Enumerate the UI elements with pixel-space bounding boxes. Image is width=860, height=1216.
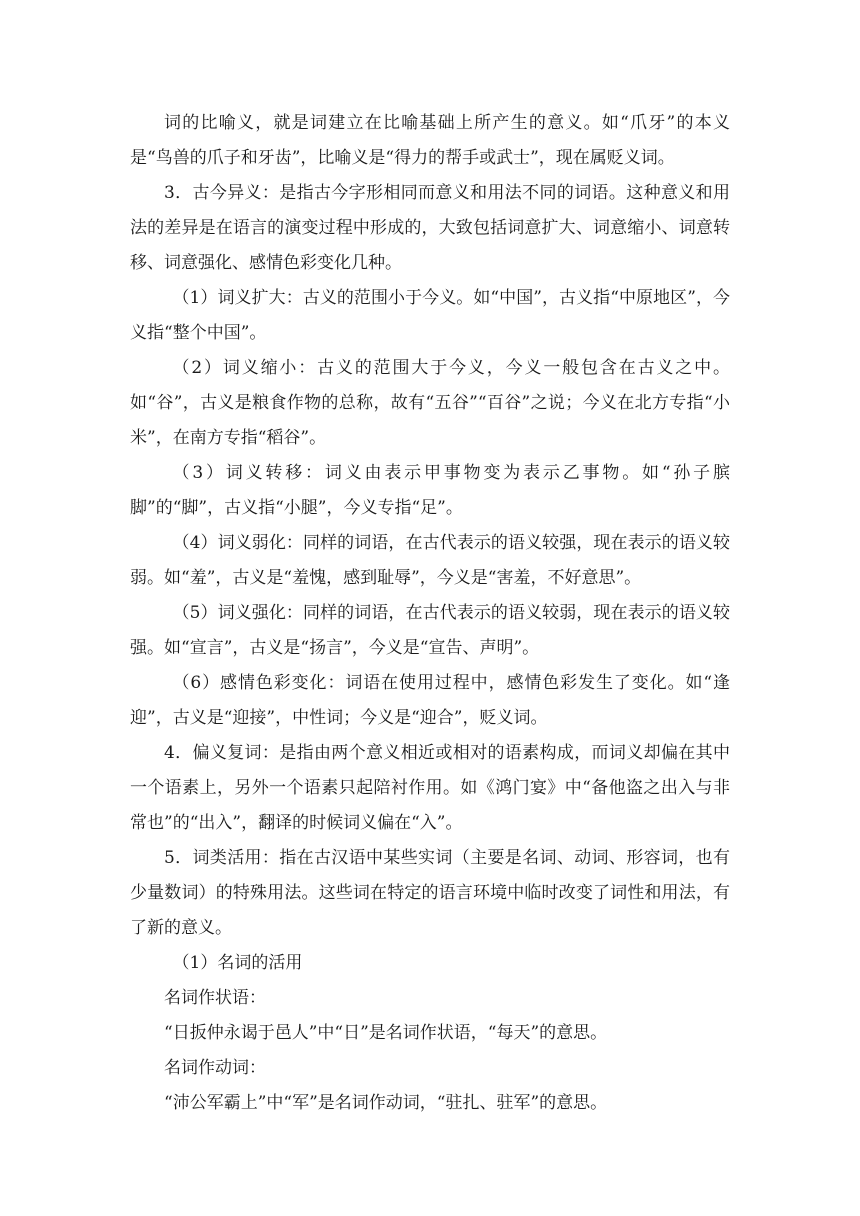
paragraph-meaning-weakening: （4）词义弱化：同样的词语，在古代表示的语义较强，现在表示的语义较弱。如“羞”，古义是“羞愧，感到耻辱”，今义是“害羞，不好意思”。 xyxy=(130,533,730,588)
paragraph-ancient-modern-difference: 3．古今异义：是指古今字形相同而意义和用法不同的词语。这种意义和用法的差异是在语言的演变过程中形成的，大致包括词意扩大、词意缩小、词意转移、词意强化、感情色彩变化几种。 xyxy=(130,183,730,273)
paragraph-emotional-color-change: （6）感情色彩变化：词语在使用过程中，感情色彩发生了变化。如“逢迎”，古义是“迎接”，中性词；今义是“迎合”，贬义词。 xyxy=(130,673,730,728)
paragraph-metaphor-meaning: 词的比喻义，就是词建立在比喻基础上所产生的意义。如“爪牙”的本义是“鸟兽的爪子和牙齿”，比喻义是“得力的帮手或武士”，现在属贬义词。 xyxy=(130,113,730,168)
paragraph-meaning-narrowing: （2）词义缩小：古义的范围大于今义，今义一般包含在古义之中。如“谷”，古义是粮食作物的总称，故有“五谷”“百谷”之说；今义在北方专指“小米”，在南方专指“稻谷”。 xyxy=(130,358,730,448)
paragraph-noun-as-adverbial-label: 名词作状语： xyxy=(164,988,266,1008)
paragraph-word-class-conversion: 5．词类活用：指在古汉语中某些实词（主要是名词、动词、形容词，也有少量数词）的特殊用法。这些词在特定的语言环境中临时改变了词性和用法，有了新的意义。 xyxy=(130,848,730,938)
paragraph-noun-as-verb-example: “沛公军霸上”中“军”是名词作动词，“驻扎、驻军”的意思。 xyxy=(164,1093,608,1113)
paragraph-partial-compound-word: 4．偏义复词：是指由两个意义相近或相对的语素构成，而词义却偏在其中一个语素上，另外一个语素只起陪衬作用。如《鸿门宴》中“备他盗之出入与非常也”的“出入”，翻译的时候词义偏在“入”。 xyxy=(130,743,730,833)
paragraph-noun-as-verb-label: 名词作动词： xyxy=(164,1058,266,1078)
paragraph-noun-conversion-heading: （1）名词的活用 xyxy=(172,953,303,973)
document-body xyxy=(130,106,730,1121)
paragraph-meaning-strengthening: （5）词义强化：同样的词语，在古代表示的语义较弱，现在表示的语义较强。如“宣言”，古义是“扬言”，今义是“宣告、声明”。 xyxy=(130,603,730,658)
paragraph-meaning-transfer: （3）词义转移：词义由表示甲事物变为表示乙事物。如“孙子膑脚”的“脚”，古义指“小腿”，今义专指“足”。 xyxy=(130,463,730,518)
paragraph-meaning-expansion: （1）词义扩大：古义的范围小于今义。如“中国”，古义指“中原地区”，今义指“整个中国”。 xyxy=(130,288,730,343)
paragraph-noun-as-adverbial-example: “日扳仲永谒于邑人”中“日”是名词作状语，“每天”的意思。 xyxy=(164,1023,608,1043)
